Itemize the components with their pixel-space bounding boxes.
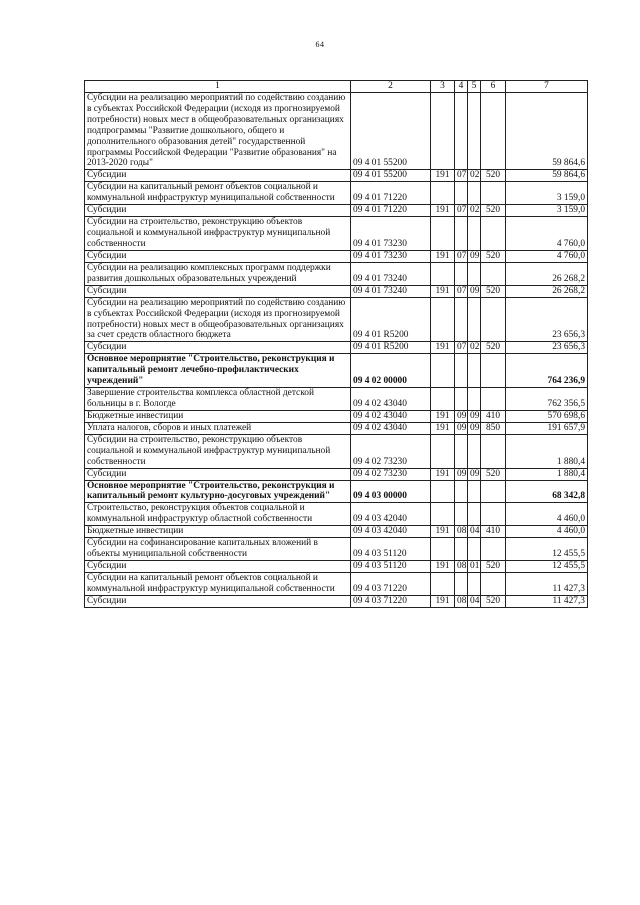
row-name: Субсидии [85, 170, 351, 182]
row-code: 09 4 01 73230 [351, 250, 431, 262]
row-col3 [431, 93, 455, 170]
row-col5: 02 [468, 170, 481, 182]
row-col5 [468, 182, 481, 205]
row-col4 [455, 538, 468, 561]
row-col6 [481, 538, 506, 561]
row-code: 09 4 01 73240 [351, 285, 431, 297]
row-name: Уплата налогов, сборов и иных платежей [85, 422, 351, 434]
row-col6 [481, 388, 506, 411]
row-col5: 04 [468, 595, 481, 607]
row-code: 09 4 02 43040 [351, 388, 431, 411]
row-code: 09 4 03 71220 [351, 595, 431, 607]
page-number: 64 [315, 40, 325, 49]
row-col5: 01 [468, 561, 481, 573]
row-col3 [431, 388, 455, 411]
row-col3 [431, 480, 455, 503]
row-col3: 191 [431, 250, 455, 262]
row-code: 09 4 03 71220 [351, 573, 431, 596]
row-code: 09 4 03 51120 [351, 538, 431, 561]
row-code: 09 4 01 71220 [351, 182, 431, 205]
row-code: 09 4 02 43040 [351, 422, 431, 434]
row-col3: 191 [431, 561, 455, 573]
row-col3 [431, 354, 455, 388]
row-name: Основное мероприятие "Строительство, реконструкция и капитальный ремонт лечебно-профилактических учреждений" [85, 354, 351, 388]
row-amount: 4 760,0 [506, 250, 588, 262]
row-code: 09 4 01 55200 [351, 170, 431, 182]
row-name: Субсидии на строительство, реконструкцию объектов социальной и коммунальной инфраструктур муниципальной собственности [85, 217, 351, 251]
row-col6: 520 [481, 205, 506, 217]
row-name: Бюджетные инвестиции [85, 410, 351, 422]
row-col3: 191 [431, 468, 455, 480]
row-col6 [481, 573, 506, 596]
row-col6: 520 [481, 285, 506, 297]
row-name: Субсидии на капитальный ремонт объектов социальной и коммунальной инфраструктур муниципальной собственности [85, 573, 351, 596]
row-code: 09 4 01 73240 [351, 262, 431, 285]
row-col3 [431, 573, 455, 596]
header-row [85, 81, 588, 93]
row-col4: 09 [455, 410, 468, 422]
row-code: 09 4 02 73230 [351, 468, 431, 480]
row-col3: 191 [431, 342, 455, 354]
header-col-4: 4 [455, 81, 468, 93]
table-row [85, 217, 588, 251]
table-row [85, 595, 588, 607]
row-amount: 4 460,0 [506, 503, 588, 526]
row-col5 [468, 434, 481, 468]
row-name: Субсидии на строительство, реконструкцию объектов социальной и коммунальной инфраструктур муниципальной собственности [85, 434, 351, 468]
row-amount: 11 427,3 [506, 573, 588, 596]
row-col4 [455, 354, 468, 388]
row-name: Субсидии на капитальный ремонт объектов социальной и коммунальной инфраструктур муниципальной собственности [85, 182, 351, 205]
table-row [85, 205, 588, 217]
row-code: 09 4 01 73230 [351, 217, 431, 251]
row-col3 [431, 434, 455, 468]
row-col6 [481, 503, 506, 526]
row-amount: 23 656,3 [506, 297, 588, 342]
row-name: Завершение строительства комплекса областной детской больницы в г. Вологде [85, 388, 351, 411]
row-col3: 191 [431, 422, 455, 434]
row-amount: 764 236,9 [506, 354, 588, 388]
row-code: 09 4 03 42040 [351, 503, 431, 526]
row-col4 [455, 182, 468, 205]
row-code: 09 4 01 R5200 [351, 297, 431, 342]
budget-table [84, 80, 588, 608]
row-col6: 520 [481, 170, 506, 182]
row-name: Субсидии [85, 285, 351, 297]
row-code: 09 4 03 42040 [351, 526, 431, 538]
row-col5 [468, 480, 481, 503]
row-name: Субсидии на софинансирование капитальных вложений в объекты муниципальной собственности [85, 538, 351, 561]
row-col5: 02 [468, 205, 481, 217]
row-col5 [468, 388, 481, 411]
row-col6 [481, 297, 506, 342]
row-name: Основное мероприятие "Строительство, реконструкция и капитальный ремонт культурно-досуговых учреждений" [85, 480, 351, 503]
row-col5: 09 [468, 410, 481, 422]
row-col4: 07 [455, 170, 468, 182]
row-col4 [455, 503, 468, 526]
row-amount: 762 356,5 [506, 388, 588, 411]
table-row [85, 93, 588, 170]
row-col4: 09 [455, 422, 468, 434]
row-col3 [431, 262, 455, 285]
row-name: Субсидии [85, 205, 351, 217]
table-row [85, 410, 588, 422]
row-amount: 1 880,4 [506, 434, 588, 468]
row-col3: 191 [431, 526, 455, 538]
header-col-1: 1 [85, 81, 351, 93]
row-col4: 07 [455, 285, 468, 297]
table-row [85, 573, 588, 596]
row-col6 [481, 182, 506, 205]
row-col5: 09 [468, 422, 481, 434]
row-col4: 09 [455, 468, 468, 480]
row-col5 [468, 262, 481, 285]
row-col6 [481, 262, 506, 285]
row-name: Субсидии [85, 595, 351, 607]
row-col4 [455, 434, 468, 468]
row-col3: 191 [431, 285, 455, 297]
row-col3 [431, 538, 455, 561]
row-col6: 410 [481, 410, 506, 422]
row-amount: 59 864,6 [506, 93, 588, 170]
row-col6 [481, 93, 506, 170]
row-col3: 191 [431, 595, 455, 607]
row-amount: 12 455,5 [506, 561, 588, 573]
table-row [85, 182, 588, 205]
table-row [85, 170, 588, 182]
row-amount: 23 656,3 [506, 342, 588, 354]
row-col4: 08 [455, 526, 468, 538]
row-code: 09 4 02 73230 [351, 434, 431, 468]
row-amount: 26 268,2 [506, 262, 588, 285]
row-col3: 191 [431, 410, 455, 422]
table-row [85, 354, 588, 388]
row-col5 [468, 93, 481, 170]
row-col3 [431, 297, 455, 342]
header-col-6: 6 [481, 81, 506, 93]
table-row [85, 297, 588, 342]
row-name: Субсидии на реализацию мероприятий по содействию созданию в субъектах Российской Федерации (исходя из прогнозируемой потребности) новых мест в общеобразовательных организациях за счет средств областного бюджета [85, 297, 351, 342]
table-row [85, 262, 588, 285]
row-col4: 08 [455, 561, 468, 573]
header-col-3: 3 [431, 81, 455, 93]
row-amount: 4 760,0 [506, 217, 588, 251]
row-code: 09 4 01 R5200 [351, 342, 431, 354]
row-amount: 12 455,5 [506, 538, 588, 561]
row-code: 09 4 03 00000 [351, 480, 431, 503]
header-col-5: 5 [468, 81, 481, 93]
row-col4: 08 [455, 595, 468, 607]
row-amount: 59 864,6 [506, 170, 588, 182]
row-name: Субсидии на реализацию мероприятий по содействию созданию в субъектах Российской Федерации (исходя из прогнозируемой потребности) новых мест в общеобразовательных организациях подпрограммы "Развитие дошкольного, общего и дополнительного образования детей" государственной программы Российской Федерации "Развитие образования" на 2013-2020 годы" [85, 93, 351, 170]
row-col4: 07 [455, 205, 468, 217]
row-col5 [468, 297, 481, 342]
row-name: Субсидии [85, 250, 351, 262]
row-col4: 07 [455, 250, 468, 262]
row-amount: 68 342,8 [506, 480, 588, 503]
row-col4 [455, 262, 468, 285]
table-body [85, 93, 588, 608]
row-col5: 02 [468, 342, 481, 354]
row-col5: 09 [468, 250, 481, 262]
table-row [85, 538, 588, 561]
row-col5: 09 [468, 285, 481, 297]
row-amount: 11 427,3 [506, 595, 588, 607]
table-row [85, 285, 588, 297]
row-col6 [481, 354, 506, 388]
row-amount: 191 657,9 [506, 422, 588, 434]
row-name: Субсидии [85, 468, 351, 480]
row-name: Субсидии на реализацию комплексных программ поддержки развития дошкольных образовательных учреждений [85, 262, 351, 285]
row-code: 09 4 03 51120 [351, 561, 431, 573]
table-row [85, 388, 588, 411]
row-col5: 09 [468, 468, 481, 480]
row-name: Бюджетные инвестиции [85, 526, 351, 538]
row-col4 [455, 480, 468, 503]
row-code: 09 4 02 00000 [351, 354, 431, 388]
table-row [85, 561, 588, 573]
table-row [85, 250, 588, 262]
row-name: Субсидии [85, 561, 351, 573]
header-col-7: 7 [506, 81, 588, 93]
table-row [85, 468, 588, 480]
table-row [85, 342, 588, 354]
row-code: 09 4 01 55200 [351, 93, 431, 170]
row-col6: 410 [481, 526, 506, 538]
row-code: 09 4 02 43040 [351, 410, 431, 422]
row-col3 [431, 217, 455, 251]
row-col5 [468, 573, 481, 596]
table-row [85, 480, 588, 503]
row-amount: 570 698,6 [506, 410, 588, 422]
row-col5: 04 [468, 526, 481, 538]
row-col5 [468, 538, 481, 561]
row-col6: 520 [481, 468, 506, 480]
row-col4 [455, 573, 468, 596]
row-col4 [455, 93, 468, 170]
row-col5 [468, 503, 481, 526]
row-col3 [431, 503, 455, 526]
row-col4 [455, 388, 468, 411]
row-col6 [481, 217, 506, 251]
row-code: 09 4 01 71220 [351, 205, 431, 217]
row-col6: 520 [481, 595, 506, 607]
row-col3 [431, 182, 455, 205]
row-col6: 520 [481, 342, 506, 354]
row-amount: 26 268,2 [506, 285, 588, 297]
row-col6 [481, 480, 506, 503]
row-col4 [455, 297, 468, 342]
row-col5 [468, 354, 481, 388]
row-col5 [468, 217, 481, 251]
row-col6: 520 [481, 561, 506, 573]
row-name: Субсидии [85, 342, 351, 354]
row-amount: 3 159,0 [506, 205, 588, 217]
header-col-2: 2 [351, 81, 431, 93]
row-name: Строительство, реконструкция объектов социальной и коммунальной инфраструктур областной собственности [85, 503, 351, 526]
row-amount: 1 880,4 [506, 468, 588, 480]
table-row [85, 526, 588, 538]
row-col3: 191 [431, 205, 455, 217]
row-col4 [455, 217, 468, 251]
row-col3: 191 [431, 170, 455, 182]
row-amount: 3 159,0 [506, 182, 588, 205]
row-col4: 07 [455, 342, 468, 354]
row-col6 [481, 434, 506, 468]
table-row [85, 503, 588, 526]
table-row [85, 422, 588, 434]
row-col6: 850 [481, 422, 506, 434]
row-col6: 520 [481, 250, 506, 262]
row-amount: 4 460,0 [506, 526, 588, 538]
table-row [85, 434, 588, 468]
